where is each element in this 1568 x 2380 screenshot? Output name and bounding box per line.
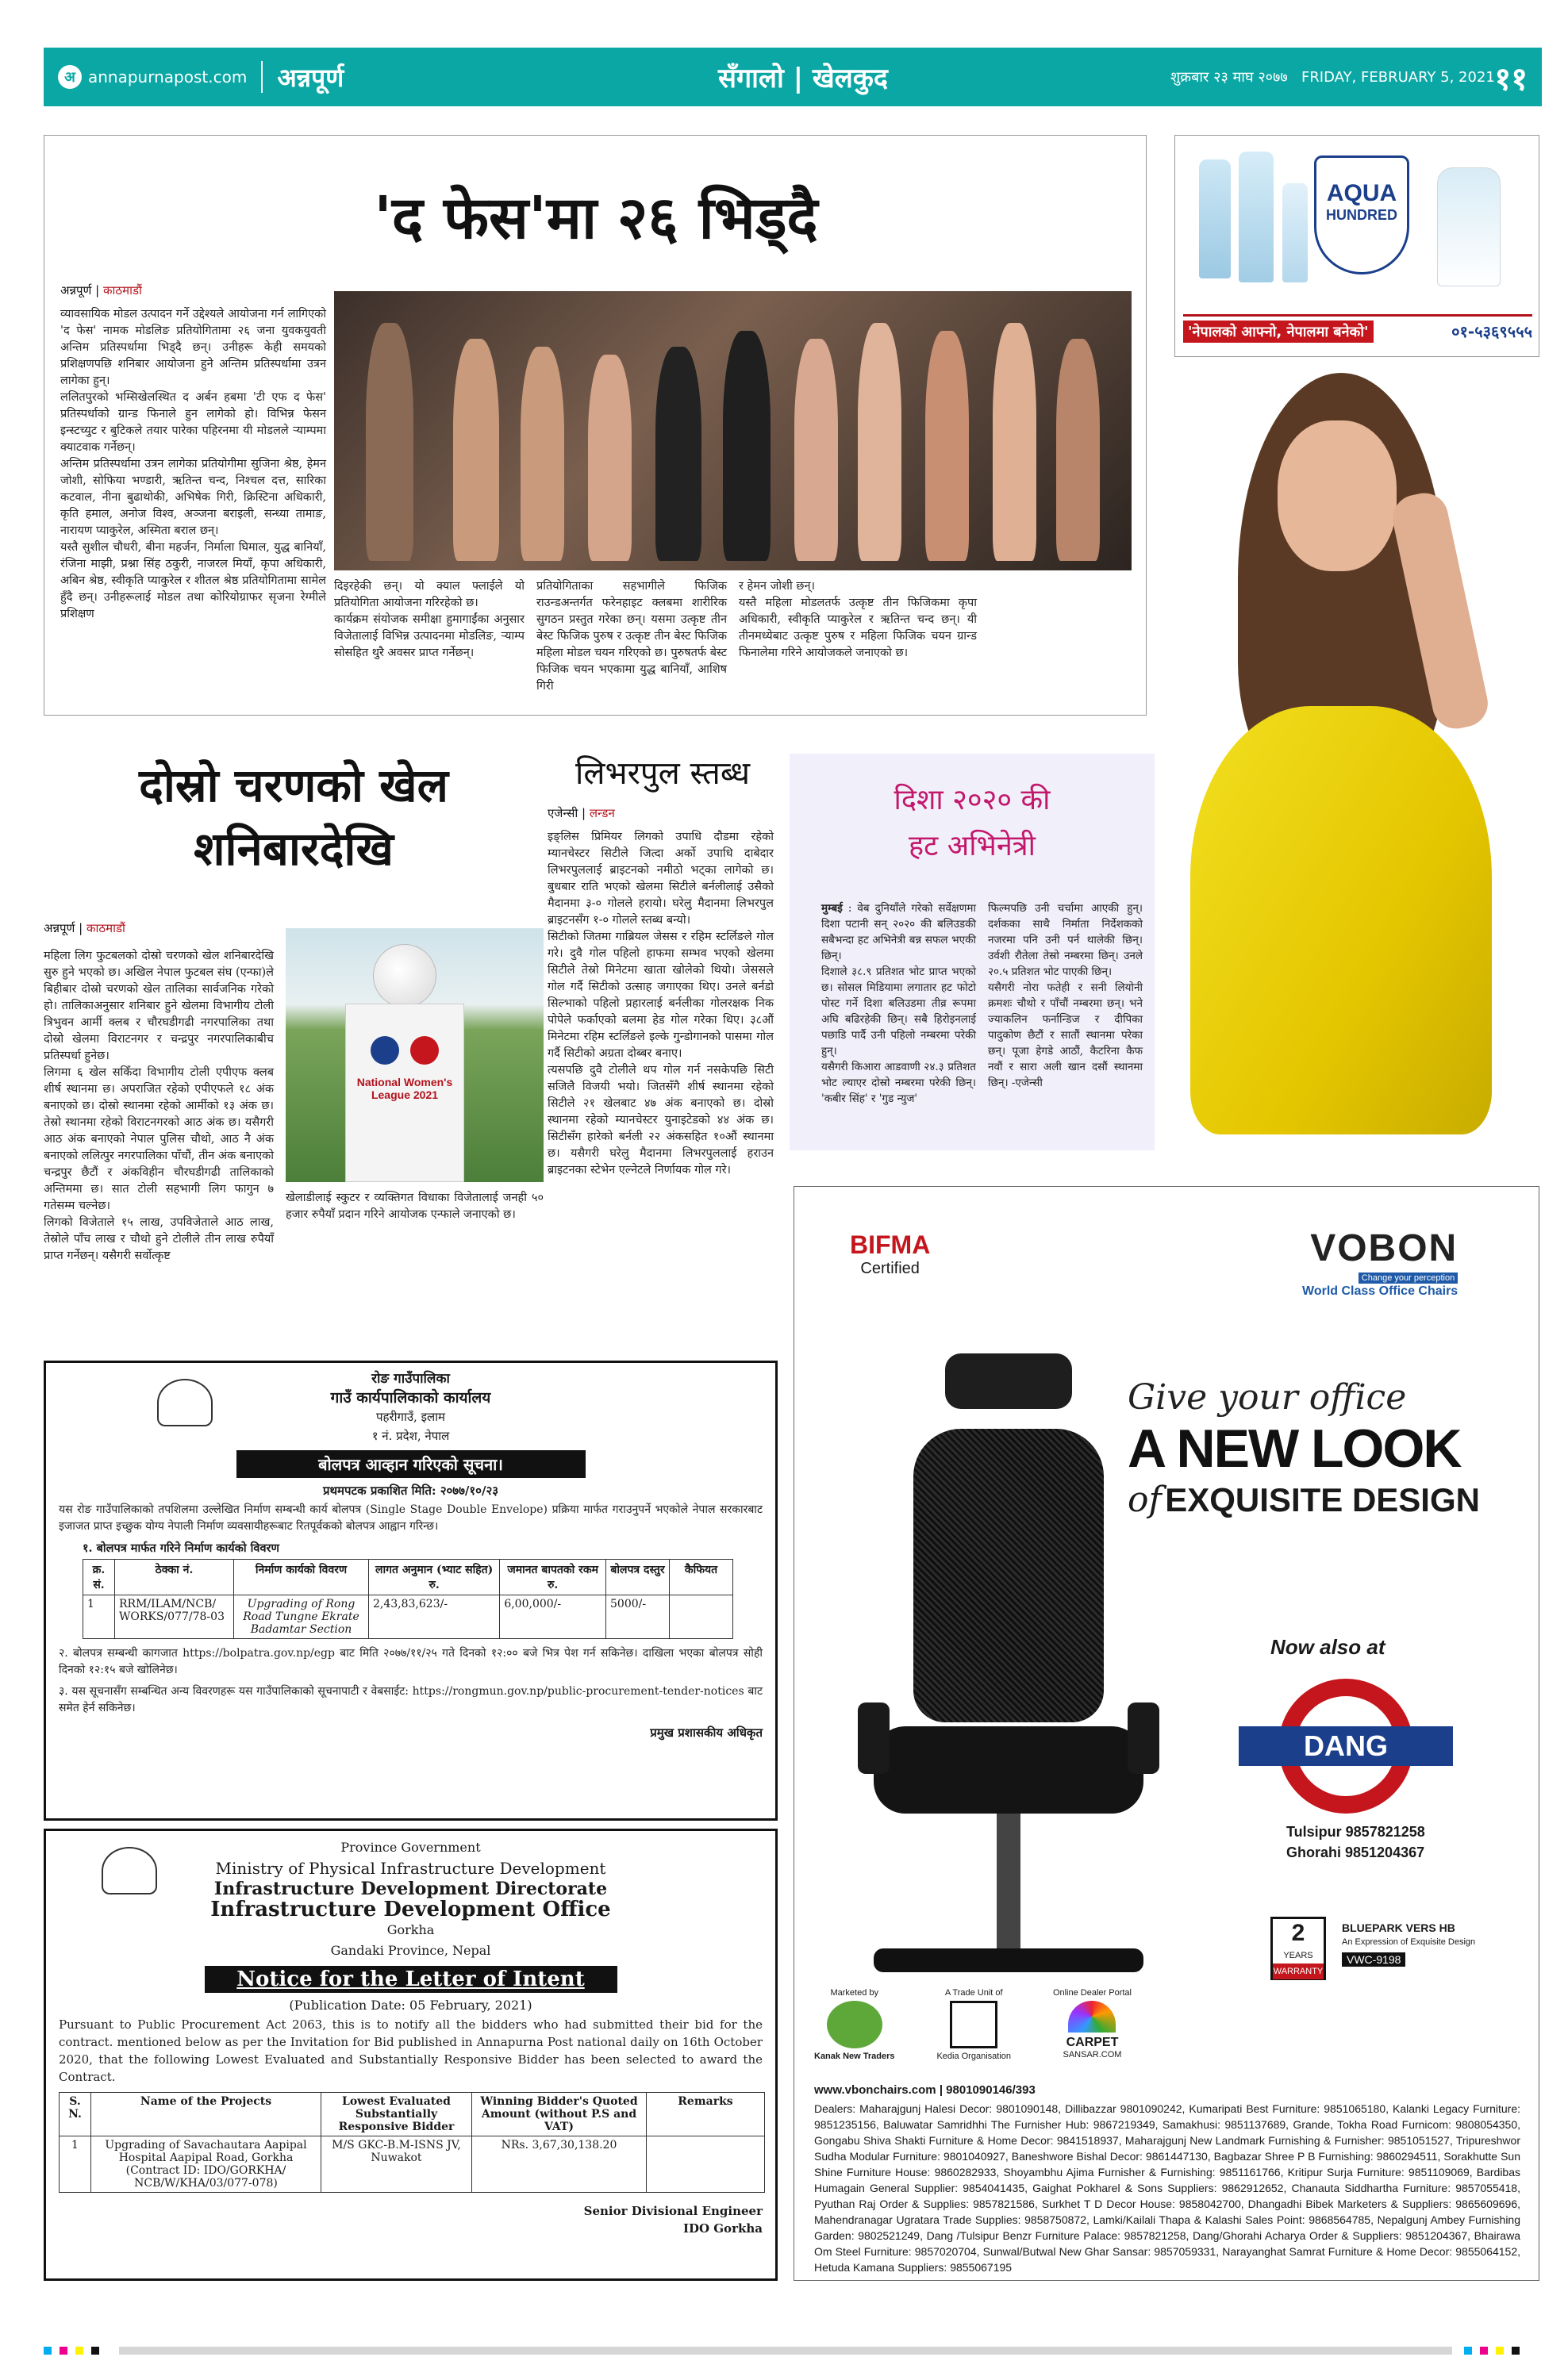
page-number: ११	[1494, 60, 1528, 98]
signature-line: Senior Divisional Engineer	[583, 2204, 763, 2218]
headline-line-2: A NEW LOOK	[1128, 1418, 1461, 1479]
model-info	[1342, 1921, 1475, 1967]
date-english: FRIDAY, FEBRUARY 5, 2021	[1301, 69, 1495, 86]
paragraph: महिला लिग फुटबलको दोस्रो चरणको खेल शनिबारदेखि सुरु हुने भएको छ। अखिल नेपाल फुटबल संघ (एन्फा)ले बिहीबार दोस्रो चरणको खेल तालिका सार्वजनिक गरेको हो। तालिकाअनुसार शनिबार हुने खेलमा विभागीय टोली त्रिभुवन आर्मी क्लब र चौरघडीगढी नगरपालिका तथा दोस्रो खेलमा विराटनगर र चन्द्रपुर नगरपालिकाबीच प्रतिस्पर्धा हुनेछ।	[44, 950, 274, 1062]
partner-caption: Online Dealer Portal	[1052, 1988, 1132, 1998]
story-headline: लिभरपुल स्तब्ध	[575, 755, 751, 792]
notice-title: Notice for the Letter of Intent	[205, 1966, 617, 1993]
publication-name: अन्नपूर्ण	[277, 62, 344, 93]
org-line: पहरीगाउँ, इलाम	[376, 1410, 445, 1424]
table-row	[60, 2136, 765, 2193]
table-row	[83, 1595, 733, 1639]
warranty-years: 2	[1291, 1920, 1305, 1946]
table-header: जमानत बापतको रकम रु.	[500, 1560, 606, 1595]
model-code: VWC-9198	[1342, 1952, 1405, 1967]
notice-item-2: २. बोलपत्र सम्बन्धी कागजात https://bolpatra.gov.np/egp बाट मिति २०७७/११/२५ गते दिनको १२:०० बजे भित्र पेश गर्न सकिनेछ। दाखिला भएका बोलपत्र सोही दिनको १२:१५ बजे खोलिनेछ।	[59, 1647, 763, 1676]
table-cell	[647, 2136, 765, 2193]
ad-vbon-chairs[interactable]	[794, 1186, 1539, 2281]
loi-table	[59, 2092, 765, 2193]
byline-city: काठमाडौं	[86, 921, 125, 935]
story-column-2	[988, 900, 1143, 1091]
table-header: क्र. सं.	[83, 1560, 115, 1595]
ad-aqua-hundred[interactable]	[1174, 135, 1539, 357]
story-the-face	[44, 135, 1147, 716]
table-header: Lowest Evaluated Substantially Responsive Bidder	[321, 2093, 472, 2136]
paragraph: व्यावसायिक मोडल उत्पादन गर्ने उद्देश्यले आयोजना गर्न लागिएको 'द फेस' नामक मोडलिङ प्रतियोगितामा २६ जना युवकयुवती अन्तिम प्रतिस्पर्धामा भिड्दै छन्। उनीहरू केही समयको प्रशिक्षणपछि शनिबार आयोजना हुने अन्तिम प्रतिस्पर्धामा उत्रन लागेका हुन्।	[60, 308, 326, 387]
yellow-dress	[1190, 706, 1492, 1134]
table-header: ठेक्का नं.	[115, 1560, 234, 1595]
paragraph: यसैगरी नोरा फतेही र सनी लियोनी क्रमशः चौथो र पाँचौं नम्बरमा छन्। भने ज्याकलिन फर्नान्डिज र दीपिका पादुकोण छैटौं र सातौं स्थानमा परेका छन्। पूजा हेगडे आठौं, कैटरिना कैफ नवौं र सारा अली खान दसौं स्थानमा छिन्। -एजेन्सी	[988, 981, 1143, 1089]
model-figure	[453, 339, 499, 561]
story-column-3	[536, 578, 727, 695]
nepal-emblem-icon	[157, 1379, 213, 1426]
story-column-1	[44, 948, 274, 1265]
carpet-logo-icon	[1068, 2001, 1116, 2033]
dateline: मुम्बई	[821, 902, 843, 915]
kanak-logo-icon	[827, 2001, 882, 2048]
org-line: Gorkha	[386, 1922, 435, 1937]
contact-tulsipur: Tulsipur 9857821258	[1286, 1824, 1425, 1840]
warranty-label: YEARS	[1283, 1951, 1313, 1960]
model-figure	[993, 323, 1036, 561]
notice-item-1: १. बोलपत्र मार्फत गरिने निर्माण कार्यको विवरण	[83, 1541, 279, 1555]
contact-ghorahi: Ghorahi 9851204367	[1286, 1844, 1425, 1860]
story-disha	[790, 754, 1155, 1150]
bifma-text: BIFMA	[850, 1230, 931, 1259]
paragraph: फिल्मपछि उनी चर्चामा आएकी हुन्। दर्शकका साथै निर्माता निर्देशकको नजरमा पनि उनी पर्न थालेकी छिन्। उर्वशी रौतेला तेस्रो नम्बरमा छिन्। उनले २०.५ प्रतिशत भोट पाएकी छिन्।	[988, 902, 1143, 978]
org-line: रोङ गाउँपालिका	[371, 1371, 450, 1387]
chair-base	[874, 1948, 1143, 1972]
model-figure	[925, 331, 969, 561]
water-dispenser-image	[1437, 167, 1501, 286]
warranty-text: WARRANTY	[1273, 1964, 1324, 1979]
model-figure	[366, 323, 413, 561]
ad-tagline-bar	[1183, 314, 1532, 346]
story-column-2	[334, 578, 525, 662]
table-cell: RRM/ILAM/NCB/ WORKS/077/78-03	[115, 1595, 234, 1639]
paragraph: इङ्लिस प्रिमियर लिगको उपाधि दौडमा रहेको म्यानचेस्टर सिटीले जित्दा अर्को उपाधि दाबेदार लिभरपुललाई ब्राइटनको नमीठो भट्का लागेको छ। बुधबार राति भएको खेलमा सिटीले बर्नलीलाई उसैको मैदानमा ३-० गोलले हरायो। घरेलु मैदानमा लिभरपुल ब्राइटनसँग १-० गोलले स्तब्ध बन्यो।	[548, 831, 774, 927]
paragraph: यस्तै महिला मोडलतर्फ उत्कृष्ट तीन फिजिकमा कृपा अधिकारी, स्वीकृति प्याकुरेल र ऋतिन्त चन्द छन्। यी तीनमध्येबाट उत्कृष्ट पुरुष र महिला फिजिक चयन ग्रान्ड फिनालेमा गरिने आयोजकले जनाएको छ।	[739, 597, 977, 659]
model-figure	[1056, 339, 1100, 561]
section-title: सँगालो | खेलकुद	[718, 63, 888, 94]
partner-name: CARPET	[1066, 2036, 1119, 2049]
table-cell: 5000/-	[606, 1595, 670, 1639]
table-header: कैफियत	[670, 1560, 733, 1595]
vbon-logo	[1302, 1226, 1458, 1299]
dealers-list: Dealers: Maharajgunj Halesi Decor: 9801090148, Dillibazzar 9801090242, Kumaripati Best Furniture: 9851065180, Kalanki Legacy Furniture: 9851235156, Baluwatar Samridhhi The Furnisher Hub: 9867219349, Samakhusi: 9851137689, Grande, Tokha Road Furnicom: 9808054350, Gongabu Shiva Shakti Furniture & Home Decor: 9841518937, Maharajgunj New Landmark Furnishing & Furnisher: 9851051527, Tripureshwor Sudha Modular Furniture: 9801040927, Baneshwore Bishal Decor: 9861447130, Bagbazar Shree P B Furnishing: 9860294511, Sorakhutte Sun Shine Furniture House: 9860282933, Shoyambhu Ajima Furnisher & Furnishing: 9851161766, Kritipur Surja Furniture: 9851109069, Bardibas Humagain General Supplier: 9854041435, Gaighat Pokharel & Sons Suppliers: 9862912652, Chanauta Siddhartha Furniture: 9857055418, Pyuthan Raj Order & Supplies: 9857821586, Surkhet T D Decor House: 9858042700, Dhangadhi Bibek Marketers & Suppliers: 9865609696, Mahendranagar Ugratara Trade Supplies: 9858750872, Lamki/Kailali Thapa & Kalashi Sales Point: 9868564785, Nepalgunj Ambey Furnishing Garden: 9802521249, Dang /Tulsipur Benzr Furniture Palace: 9857821258, Dang/Ghorahi Acharya Order & Suppliers: 9851204367, Bhairawa Om Steel Furniture: 9857020704, Sunwal/Butwal New Ghar Sansar: 9857059331, Narayanghat Samrat Furniture & Home Decor: 9855064152, Hetuda Kamana Suppliers: 9855067195	[814, 2102, 1520, 2274]
ad-headline	[1128, 1377, 1524, 1520]
table-cell: 1	[83, 1595, 115, 1639]
brand-logo-shield	[1314, 155, 1409, 274]
story-liverpool	[548, 750, 778, 1321]
paragraph: सिटीको जितमा गाब्रियल जेसस र रहिम स्टर्लिङले गोल गरे। दुवै गोल पहिलो हाफमा सम्भव भएको खेलमा सिटीले तेस्रो मिनेटमा खाता खोलेको थियो। जेससले गोल गर्दै सिटीको उत्साह जगाएका थिए। उनले बर्नडो सिल्भाको पहिलो प्रहारलाई बर्नलीका गोलरक्षक निक पोपेले फर्काएको बलमा हेड गोल गरेका थिए। ३८औं मिनेटमा रहिम स्टर्लिङले इल्के गुन्डोगानको पासमा गोल गर्दै सिटीको अग्रता दोब्बर बनाए।	[548, 931, 774, 1060]
table-cell: 6,00,000/-	[500, 1595, 606, 1639]
chair-arm	[858, 1702, 890, 1774]
models-group-photo	[334, 291, 1132, 570]
story-second-phase	[44, 754, 544, 1317]
table-cell	[670, 1595, 733, 1639]
byline-author: अन्नपूर्ण	[44, 921, 75, 935]
paragraph: दिइरहेकी छन्। यो क्याल फ्लाईले यो प्रतियोगिता आयोजना गरिरहेको छ।	[334, 580, 525, 609]
registration-mark	[1480, 2347, 1488, 2355]
table-cell: M/S GKC-B.M-ISNS JV, Nuwakot	[321, 2136, 472, 2193]
table-header: Name of the Projects	[91, 2093, 321, 2136]
partner-carpet	[1053, 1988, 1132, 2075]
org-line: Gandaki Province, Nepal	[330, 1943, 491, 1958]
model-figure	[521, 347, 564, 561]
paragraph-text: : वेब दुनियाँले गरेको सर्वेक्षणमा दिशा पटानी सन् २०२० की बलिउडकी सबैभन्दा हट अभिनेत्री बन्न सफल भएकी छिन्।	[821, 902, 976, 962]
vbon-tag: World Class Office Chairs	[1302, 1284, 1458, 1298]
site-logo[interactable]	[44, 65, 247, 89]
dang-contacts	[1286, 1821, 1425, 1863]
logo-badge: अ	[58, 65, 82, 89]
notice-signature	[59, 2202, 763, 2237]
brand-top: AQUA	[1326, 180, 1397, 206]
model-figure	[794, 339, 838, 561]
model-sub: An Expression of Exquisite Design	[1342, 1937, 1476, 1947]
nepal-emblem-icon	[102, 1847, 157, 1894]
bifma-logo	[850, 1230, 930, 1278]
byline-author: एजेन्सी	[548, 806, 578, 820]
partner-name: Kedia Organisation	[936, 2052, 1011, 2061]
org-line: Infrastructure Development Directorate	[213, 1879, 608, 1899]
pedestal-emblem	[365, 1036, 444, 1068]
model-name: BLUEPARK VERS HB	[1342, 1921, 1455, 1934]
certified-text: Certified	[860, 1260, 920, 1277]
chair-back	[913, 1429, 1104, 1722]
league-sign: National Women's League 2021	[356, 1076, 453, 1101]
registration-mark	[75, 2347, 83, 2355]
footer-rule	[119, 2347, 1452, 2355]
notice-org-heading	[59, 1837, 763, 1961]
story-headline	[790, 777, 1155, 869]
now-also-at: Now also at	[1270, 1635, 1385, 1659]
registration-mark	[1464, 2347, 1472, 2355]
works-table	[83, 1559, 733, 1639]
headline-line: शनिबारदेखि	[194, 822, 394, 876]
header-divider	[261, 61, 263, 93]
org-line: १ नं. प्रदेश, नेपाल	[371, 1429, 450, 1443]
story-headline: 'द फेस'मा २६ भिड्दै	[374, 184, 818, 252]
paragraph: दिशाले ३८.९ प्रतिशत भोट प्राप्त भएको छ। सोसल मिडियामा लगातार हट फोटो पोस्ट गर्ने दिशा बलिउडमा तीव्र रूपमा अघि बढिरहेकी छिन्। सबै हिरोइनलाई पछाडि पार्दै उनी पहिलो नम्बरमा परेकी हुन्।	[821, 965, 976, 1058]
headline-line: दोस्रो चरणको खेल	[139, 758, 448, 812]
table-header: Winning Bidder's Quoted Amount (without P.S and VAT)	[472, 2093, 647, 2136]
model-figure	[723, 331, 771, 561]
paragraph: र हेमन जोशी छन्।	[739, 580, 816, 593]
paragraph: लिगको विजेताले १५ लाख, उपविजेताले आठ लाख, तेस्रोले पाँच लाख र चौथो हुने टोलीले तीन लाख रुपैयाँ प्राप्त गर्नेछन्। यसैगरी सर्वोत्कृष्ट	[44, 1216, 274, 1262]
partner-logos	[814, 1988, 1132, 2075]
bottle-image	[1282, 183, 1308, 282]
paragraph: त्यसपछि दुवै टोलीले थप गोल गर्न नसकेपछि सिटी सजिलै विजयी भयो। जितसँगै शीर्ष स्थानमा रहेको सिटीले २१ खेलबाट ४७ अंक बनाएको छ। दोस्रो स्थानमा रहेको म्यानचेस्टर युनाइटेडको ४४ अंक छ। सिटीसँग हारेको बर्नली २२ अंकसहित १०औं स्थानमा छ। यसैगरी घरेलु मैदानमा लिभरपुललाई हराउन ब्राइटनका स्टेभेन एल्नेटले निर्णायक गोल गरे।	[548, 1064, 774, 1177]
phone: ०१-५३६९५५५	[1451, 322, 1532, 341]
partner-sub: SANSAR.COM	[1063, 2050, 1122, 2059]
story-headline	[44, 754, 544, 881]
league-pedestal	[345, 1004, 464, 1182]
org-line: Infrastructure Development Office	[210, 1898, 611, 1921]
football-photo	[286, 928, 544, 1182]
notice-rong-municipality	[44, 1361, 778, 1821]
paragraph: खेलाडीलाई स्कुटर र व्यक्तिगत विधाका विजेतालाई जनही ५० हजार रुपैयाँ प्रदान गरिने आयोजक एन्फाले जनाएको छ।	[286, 1192, 544, 1221]
partner-caption: A Trade Unit of	[944, 1988, 1003, 1998]
paragraph: कार्यक्रम संयोजक समीक्षा हुमागाईंका अनुसार विजेतालाई विभिन्न उत्पादनमा मोडलिङ, ऱ्याम्प सोसहित थुरै अवसर प्राप्त गर्नेछन्।	[334, 613, 525, 659]
headline-line-3	[1128, 1480, 1524, 1520]
table-header: निर्माण कार्यको विवरण	[234, 1560, 369, 1595]
vbon-sub: Change your perception	[1359, 1273, 1458, 1284]
warranty-badge	[1270, 1917, 1326, 1980]
football	[373, 944, 436, 1008]
tagline: 'नेपालको आफ्नो, नेपालमा बनेको'	[1183, 321, 1374, 343]
bottle-image	[1239, 152, 1274, 282]
actress-photo	[1143, 373, 1539, 1134]
notice-letter-of-intent	[44, 1829, 778, 2281]
byline-city: लन्डन	[589, 806, 615, 820]
notice-intro: यस रोङ गाउँपालिकाको तपशिलमा उल्लेखित निर्माण सम्बन्धी कार्य बोलपत्र (Single Stage Double Envelope) प्रक्रिया मार्फत गराउनुपर्ने भएकोले नेपाल सरकारबाट इजाजत प्राप्त इच्छुक योग्य नेपाली निर्माण व्यवसायीहरूबाट रितपूर्वकको बोलपत्र आह्वान गरिन्छ।	[59, 1503, 763, 1533]
notice-pub-date: प्रथमपटक प्रकाशित मिति: २०७७/१०/२३	[322, 1484, 499, 1498]
story-column-1	[821, 900, 976, 1107]
table-header: Remarks	[647, 2093, 765, 2136]
registration-mark	[1496, 2347, 1504, 2355]
headline-line: दिशा २०२० की	[894, 784, 1051, 816]
paragraph: यसैगरी किआरा आडवाणी २४.३ प्रतिशत भोट ल्याएर दोस्रो नम्बरमा परेकी छिन्। 'कबीर सिंह' र 'गुड न्युज'	[821, 1061, 976, 1105]
table-header-row	[60, 2093, 765, 2136]
headline-line-1: Give your office	[1128, 1377, 1407, 1418]
notice-pub-date: (Publication Date: 05 February, 2021)	[289, 1998, 532, 2013]
partner-kedia	[936, 1988, 1011, 2075]
notice-item-3: ३. यस सूचनासँग सम्बन्धित अन्य विवरणहरू यस गाउँपालिकाको सूचनापाटी र वेबसाईट: https://rongmun.gov.np/public-procurement-tender-notices बाट समेत हेर्न सकिनेछ।	[59, 1685, 763, 1714]
story-byline: अन्नपूर्ण | काठमाडौं	[60, 283, 142, 298]
registration-mark	[91, 2347, 99, 2355]
paragraph: यस्तै सुशील चौधरी, बीना महर्जन, निर्माला घिमाल, युद्ध बानियाँ, रंजिना माझी, प्रश्ना सिंह ठकुरी, नाजरल मियाँ, कृपा अधिकारी, अबिन श्रेष्ठ, स्वीकृति प्याकुरेल र शीतल श्रेष्ठ प्रतियोगितामा सामेल हुँदै छन्। उनीहरूलाई मोडल तथा कोरियोग्राफर सृजना रेग्मीले प्रशिक्षण	[60, 541, 326, 620]
table-cell: Upgrading of Savachautara Aapipal Hospital Aapipal Road, Gorkha (Contract ID: IDO/GORKHA/ NCB/W/KHA/03/077-078)	[91, 2136, 321, 2193]
byline-author: अन्नपूर्ण	[60, 283, 92, 298]
bottle-image	[1199, 159, 1231, 278]
chair-column	[997, 1814, 1020, 1948]
vbon-brand: VOBON	[1310, 1227, 1458, 1269]
table-cell: NRs. 3,67,30,138.20	[472, 2136, 647, 2193]
notice-title: बोलपत्र आव्हान गरिएको सूचना।	[236, 1450, 586, 1478]
signature-line: IDO Gorkha	[682, 2221, 763, 2236]
table-cell: 1	[60, 2136, 91, 2193]
face	[1278, 420, 1397, 571]
byline-city: काठमाडौं	[102, 283, 142, 298]
headline-of: of	[1128, 1480, 1162, 1520]
notice-body: Pursuant to Public Procurement Act 2063, this is to notify all the bidders who had submitted their bid for the contract. mentioned below as per the Invitation for Bid published in Annapurna Post national daily on 16th October 2020, that the following Lowest Evaluated and Substantially Responsive Bidder has been selected to award the Contract.	[59, 2017, 763, 2084]
brand-bottom: HUNDRED	[1326, 207, 1397, 223]
site-url: annapurnapost.com	[88, 67, 248, 86]
headline-line: हट अभिनेत्री	[908, 830, 1036, 862]
partner-name: Kanak New Traders	[814, 2052, 895, 2061]
org-line: गाउँ कार्यपालिकाको कार्यालय	[330, 1389, 491, 1407]
paragraph	[821, 900, 976, 964]
story-column-4	[739, 578, 977, 662]
story-column-1	[60, 306, 326, 623]
issue-date	[1170, 67, 1495, 86]
table-cell: Upgrading of Rong Road Tungne Ekrate Badamtar Section	[234, 1595, 369, 1639]
model-figure	[588, 355, 632, 561]
website[interactable]: www.vbonchairs.com | 9801090146/393	[814, 2083, 1036, 2097]
chair-seat	[874, 1726, 1143, 1814]
registration-mark	[1512, 2347, 1520, 2355]
story-byline: अन्नपूर्ण | काठमाडौं	[44, 921, 125, 935]
story-byline: एजेन्सी | लन्डन	[548, 806, 615, 820]
story-column-2	[286, 1190, 544, 1223]
org-line: Province Government	[340, 1840, 481, 1855]
page-header	[44, 48, 1542, 106]
kedia-logo-icon	[950, 2001, 997, 2048]
partner-kanak	[814, 1988, 895, 2075]
table-header-row	[83, 1560, 733, 1595]
model-figure	[655, 347, 701, 561]
paragraph: ललितपुरको भम्सिखेलस्थित द अर्बन हबमा 'टी एफ द फेस' प्रतिस्पर्धाको ग्रान्ड फिनाले हुन लागेको हो। विभिन्न फेसन इन्स्टच्युट र बुटिकले तयार पारेका पहिरनमा यी मोडलले ऱ्याम्पमा क्याटवाक गर्नेछन्।	[60, 391, 326, 454]
table-cell: 2,43,83,623/-	[369, 1595, 500, 1639]
registration-mark	[60, 2347, 67, 2355]
org-line: Ministry of Physical Infrastructure Development	[215, 1859, 606, 1878]
model-figure	[858, 323, 901, 561]
paragraph: लिगमा ६ खेल सकिँदा विभागीय टोली एपीएफ क्लब शीर्ष स्थानमा छ। अपराजित रहेको एपीएफले १८ अंक बनाएको छ। दोस्रो स्थानमा रहेको आर्मीको १३ अंक छ। तेस्रो स्थानमा रहेको विराटनगरको आठ अंक छ। यसैगरी आठ अंक बनाएको नेपाल पुलिस चौथो, आठ नै अंक बनाएको ललित्पुर नगरपालिका पाँचौं, तीन अंक बनाएको चन्द्रपुर छैटौं र अंकविहीन चौरघडीगढी तालिकाको अन्तिममा छ। सात टोली सहभागी लिग फागुन ७ गतेसम्म चल्नेछ।	[44, 1066, 274, 1212]
dang-bar: DANG	[1239, 1726, 1453, 1766]
table-header: लागत अनुमान (भ्याट सहित) रु.	[369, 1560, 500, 1595]
date-nepali: शुक्रबार २३ माघ २०७७	[1170, 69, 1288, 86]
notice-signature: प्रमुख प्रशासकीय अधिकृत	[650, 1726, 763, 1740]
registration-mark	[44, 2347, 52, 2355]
table-header: S. N.	[60, 2093, 91, 2136]
paragraph: प्रतियोगिताका सहभागीले फिजिक राउन्डअन्तर्गत फरेनहाइट क्लबमा शारीरिक सुगठन प्रस्तुत गरेका छन्। यसमा उत्कृष्ट तीन बेस्ट फिजिक पुरुष र उत्कृष्ट तीन बेस्ट फिजिक महिला मोडल चयन गरिएको छ। पुरुषतर्फ बेस्ट फिजिक चयन भएकामा युद्ध बानियाँ, आशिष गिरी	[536, 580, 727, 693]
chair-headrest	[945, 1353, 1072, 1409]
story-column	[548, 829, 774, 1179]
table-header: बोलपत्र दस्तुर	[606, 1560, 670, 1595]
partner-caption: Marketed by	[830, 1988, 879, 1998]
chair-arm	[1128, 1702, 1159, 1774]
headline-bold: EXQUISITE DESIGN	[1165, 1481, 1480, 1518]
paragraph: अन्तिम प्रतिस्पर्धामा उत्रन लागेका प्रतियोगीमा सुजिना श्रेष्ठ, हेमन जोशी, सोफिया भण्डारी, ऋतिन्त चन्द, निश्चल दत्त, सारिका कटवाल, नीना बुढाथोकी, अभिषेक गिरी, क्रिस्टिना अधिकारी, कृति हमाल, अनोज विश्व, अञ्जना बराइली, सन्ध्या तामाङ, नारायण प्याकुरेल, अस्मिता बराल छन्।	[60, 458, 326, 537]
